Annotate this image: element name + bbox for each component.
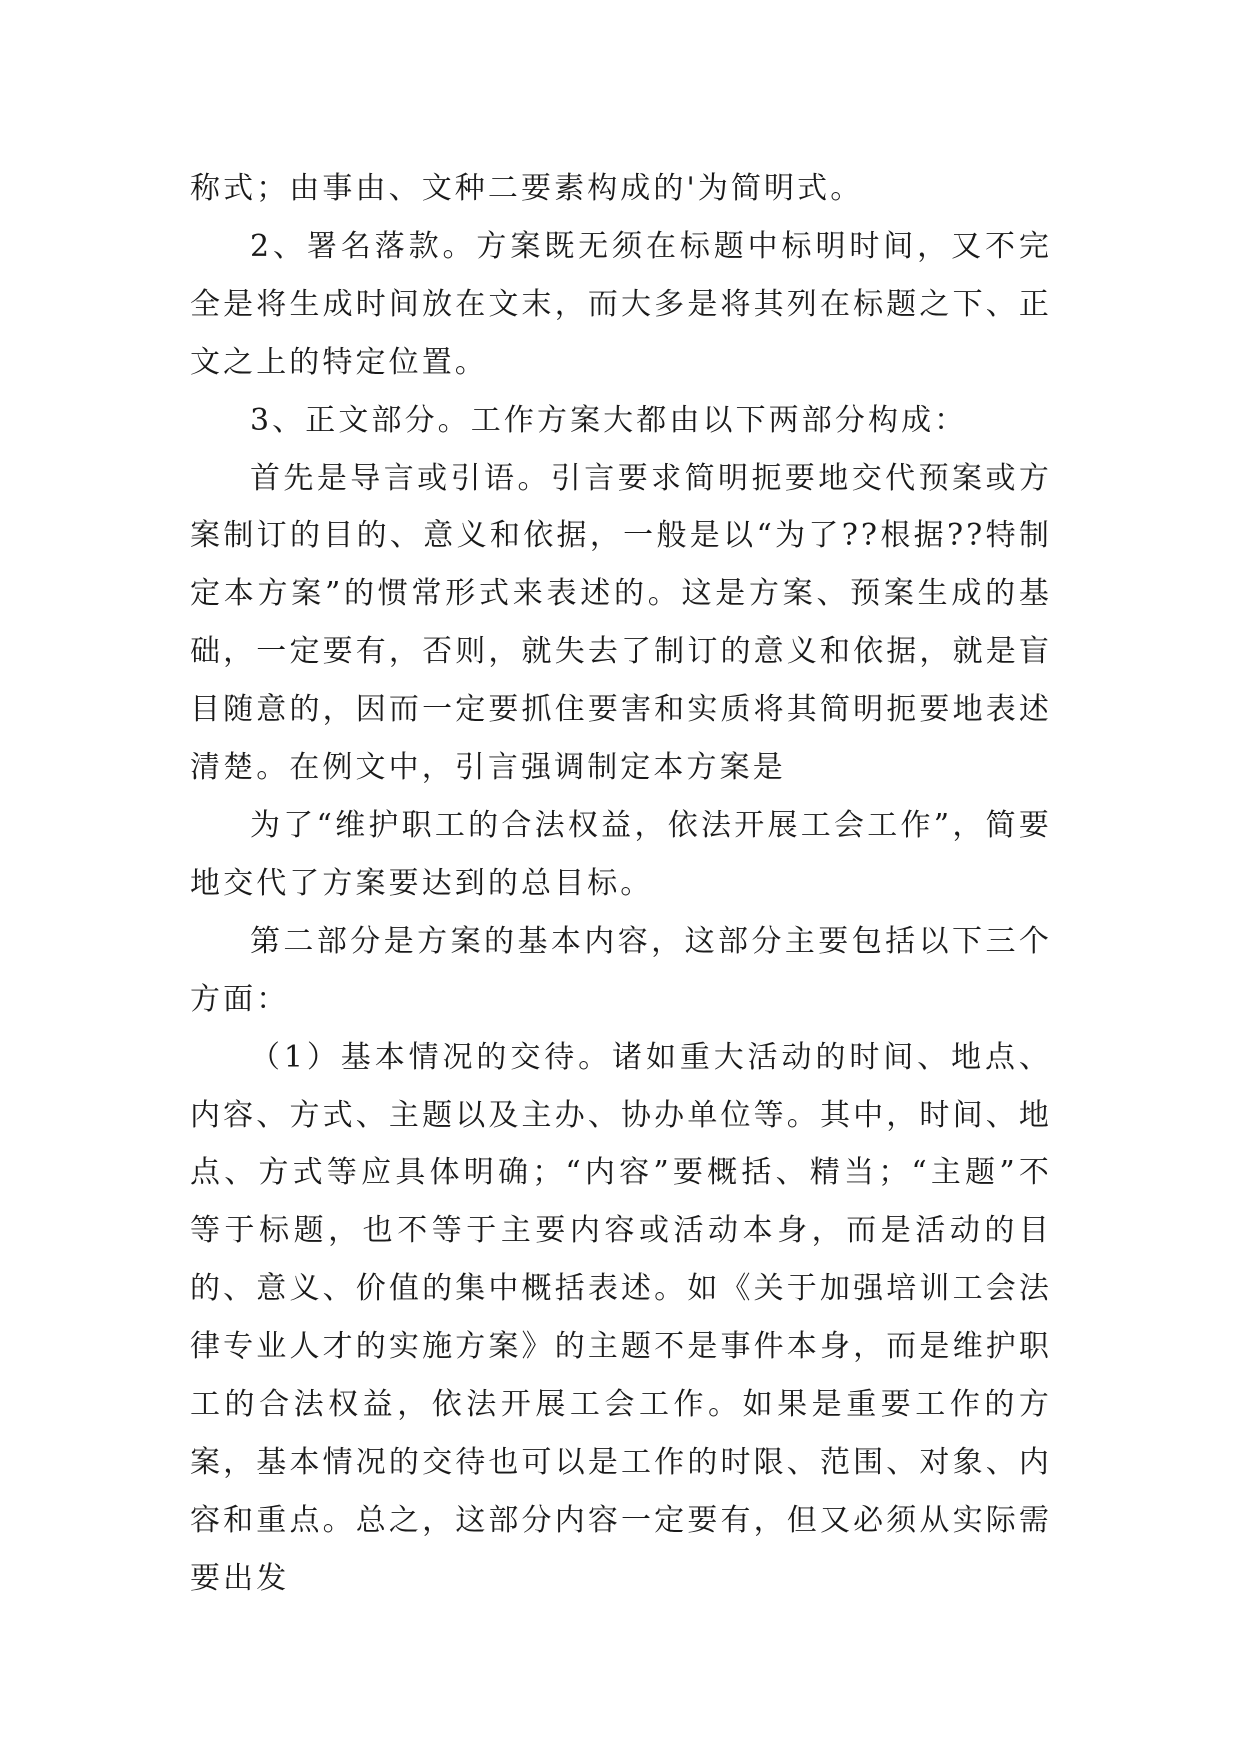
document-body	[190, 160, 1052, 1608]
paragraph-3: 3、正文部分。工作方案大都由以下两部分构成：	[250, 402, 968, 438]
paragraph-2: 2、署名落款。方案既无须在标题中标明时间，又不完全是将生成时间放在文末，而大多是将其列在标题之下、正文之上的特定位置。	[190, 228, 1052, 380]
paragraph-4: 首先是导言或引语。引言要求简明扼要地交代预案或方案制订的目的、意义和依据，一般是以“为了??根据??特制定本方案”的惯常形式来表述的。这是方案、预案生成的基础，一定要有，否则，就失去了制订的意义和依据，就是盲目随意的，因而一定要抓住要害和实质将其简明扼要地表述清楚。在例文中，引言强调制定本方案是	[190, 460, 1052, 786]
paragraph-7: （1）基本情况的交待。诸如重大活动的时间、地点、内容、方式、主题以及主办、协办单位等。其中，时间、地点、方式等应具体明确；“内容”要概括、精当；“主题”不等于标题，也不等于主要内容或活动本身，而是活动的目的、意义、价值的集中概括表述。如《关于加强培训工会法律专业人才的实施方案》的主题不是事件本身，而是维护职工的合法权益，依法开展工会工作。如果是重要工作的方案，基本情况的交待也可以是工作的时限、范围、对象、内容和重点。总之，这部分内容一定要有，但又必须从实际需要出发	[190, 1039, 1052, 1596]
paragraph-6: 第二部分是方案的基本内容，这部分主要包括以下三个方面：	[190, 923, 1052, 1017]
paragraph-1: 称式；由事由、文种二要素构成的'为简明式。	[190, 171, 864, 206]
paragraph-5: 为了“维护职工的合法权益，依法开展工会工作”，简要地交代了方案要达到的总目标。	[190, 807, 1052, 901]
